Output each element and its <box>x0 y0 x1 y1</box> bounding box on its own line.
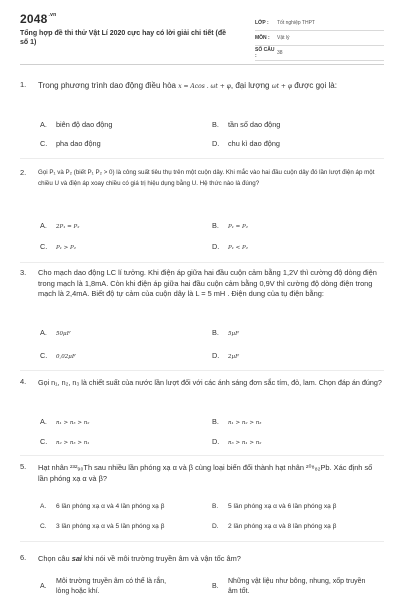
site-logo[interactable] <box>20 12 56 26</box>
document-title: Tổng hợp đề thi thử Vật Lí 2020 cực hay có lời giải chi tiết (đề số 1) <box>20 30 227 46</box>
meta-value: Tốt nghiệp THPT <box>277 20 315 26</box>
emphasis-text: sai <box>71 554 82 563</box>
option-d[interactable]: D. 2μF <box>212 351 239 360</box>
logo-text: 2048 <box>20 12 48 26</box>
question-number: 6. <box>20 553 27 562</box>
option-b[interactable]: B. P₁ = P₂ <box>212 221 248 230</box>
option-b[interactable]: B. 5 lần phóng xạ α và 6 lần phóng xạ β <box>212 503 337 510</box>
question-text: Gọi P₁ và P₂ (biết P₁ P₂ > 0) là công suất tiêu thụ trên một cuộn dây. Khi mắc vào hai đầu cuộn dây đó lần lượt điện áp một chiều U và điện áp xoay chiều có giá trị hiệu dụng bằng U. Hệ thức nào là đúng? <box>38 169 375 187</box>
question-text-part: khi nói về môi trường truyền âm và vận tốc âm? <box>81 554 241 563</box>
option-d[interactable]: D. P₁ < P₂ <box>212 242 248 251</box>
question-number: 1. <box>20 80 27 89</box>
meta-class <box>255 16 384 31</box>
option-a[interactable]: A. 6 lần phóng xạ α và 4 lần phóng xạ β <box>40 503 165 510</box>
meta-value: Vật lý <box>277 35 290 41</box>
question-divider <box>20 262 384 263</box>
question-divider <box>20 158 384 159</box>
meta-count <box>255 46 384 61</box>
meta-key: SỐ CÂU : <box>255 47 275 59</box>
meta-key: MÔN : <box>255 35 270 41</box>
question-text-part: Chọn câu <box>38 554 72 563</box>
question-divider <box>20 370 384 371</box>
question-text <box>38 80 383 92</box>
document-meta <box>255 16 384 61</box>
option-b[interactable]: B. tần số dao động <box>212 120 281 129</box>
question-number: 4. <box>20 377 27 386</box>
question-divider <box>20 455 384 456</box>
question-math: ωt + φ <box>271 83 293 90</box>
question-text: Hạt nhân ²³²₉₀Th sau nhiều lần phóng xạ α và β cùng loại biến đổi thành hạt nhân ²⁰⁸₈₂Pb. Xác định số lần phóng xạ α và β? <box>38 463 373 483</box>
question-text: Cho mạch dao động LC lí tưởng. Khi điện áp giữa hai đầu cuộn cảm bằng 1,2V thì cường độ dòng điện trong mạch là 1,8mA. Còn khi điện áp giữa hai đầu cuộn cảm bằng 0,9V thì cường độ dòng điện trong mạch là 2,4mA. Biết độ tự cảm của cuộn dây là L = 5 mH . Điện dung của tụ điện bằng: <box>38 268 377 298</box>
option-d[interactable]: D. n₃ > n₁ > n₂ <box>212 437 262 446</box>
option-a[interactable]: A.Môi trường truyền âm có thể là rắn, lỏng hoặc khí. <box>40 578 167 595</box>
document-header <box>20 12 384 60</box>
option-a[interactable]: A. biên độ dao động <box>40 120 113 129</box>
option-c[interactable]: C. 3 lần phóng xạ α và 5 lần phóng xạ β <box>40 523 165 530</box>
option-a[interactable]: A. n₁ > n₃ > n₂ <box>40 417 90 426</box>
option-c[interactable]: C. n₂ > n₃ > n₁ <box>40 437 90 446</box>
option-b[interactable]: B. n₁ > n₂ > n₃ <box>212 417 262 426</box>
meta-value: 38 <box>277 50 283 56</box>
question-text-part: được gọi là: <box>292 81 337 90</box>
question-number: 3. <box>20 268 27 277</box>
meta-key: LỚP : <box>255 20 269 26</box>
option-c[interactable]: C. pha dao động <box>40 139 101 148</box>
question-text <box>38 553 383 564</box>
question-text-part: Trong phương trình dao động điều hòa <box>38 81 179 90</box>
question-text-part: , đại lượng <box>230 81 272 90</box>
option-a[interactable]: A. 50μF <box>40 328 71 337</box>
option-d[interactable]: D. chu kì dao động <box>212 139 280 148</box>
option-a[interactable]: A. 2P₁ = P₂ <box>40 221 80 230</box>
question-math: x = Acos . ωt + φ <box>178 83 231 90</box>
question-text: Gọi n₁, n₂, n₃ là chiết suất của nước lần lượt đối với các ánh sáng đơn sắc tím, đỏ, lam. Chọn đáp án đúng? <box>38 378 382 387</box>
meta-subject <box>255 31 384 46</box>
option-b[interactable]: B.Những vật liệu như bông, nhung, xốp truyền âm tốt. <box>212 578 366 595</box>
question-divider <box>20 541 384 542</box>
option-c[interactable]: C. P₁ > P₂ <box>40 242 76 251</box>
question-number: 5. <box>20 462 27 471</box>
question-number: 2. <box>20 168 27 177</box>
option-b[interactable]: B. 5μF <box>212 328 239 337</box>
header-divider <box>20 64 384 65</box>
option-d[interactable]: D. 2 lần phóng xạ α và 8 lần phóng xạ β <box>212 523 337 530</box>
logo-suffix: .vn <box>48 12 57 18</box>
option-c[interactable]: C. 0,02μF <box>40 351 76 360</box>
